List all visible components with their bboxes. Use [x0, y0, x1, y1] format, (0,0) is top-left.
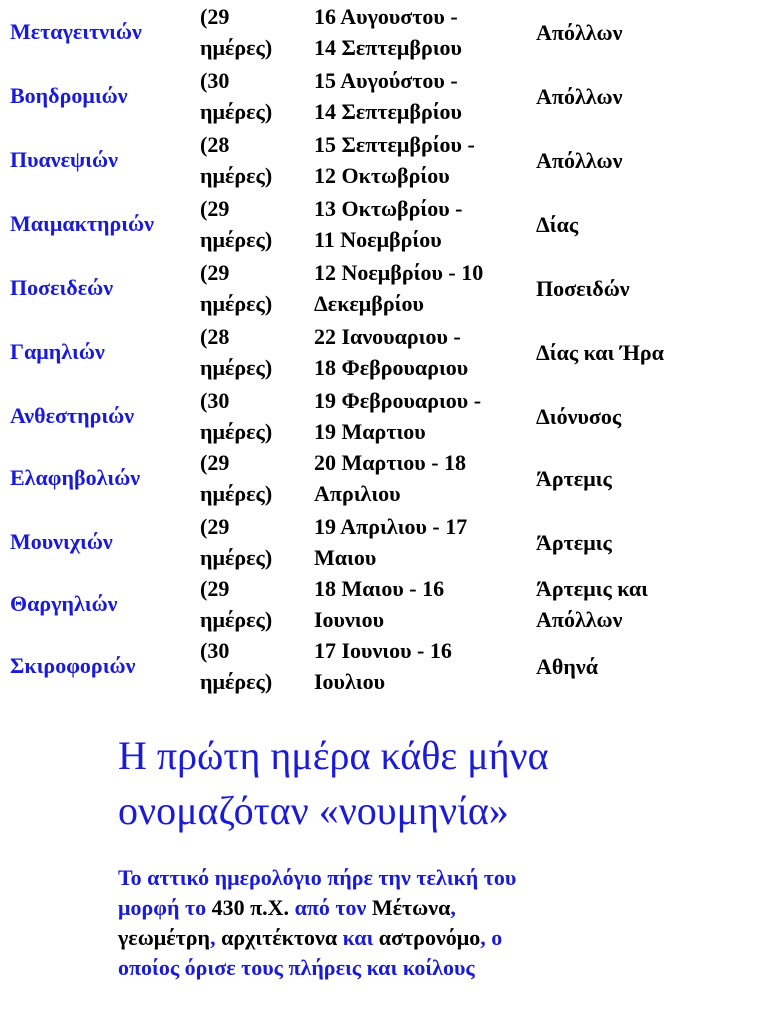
month-dates [314, 634, 536, 698]
month-deity [536, 256, 766, 320]
month-days-line: ημέρες) [200, 35, 273, 60]
month-days-line: ημέρες) [200, 669, 273, 694]
month-name: Ποσειδεών [10, 275, 114, 300]
month-row [0, 320, 768, 384]
month-dates [314, 572, 536, 636]
noumenia-heading [118, 728, 758, 838]
paragraph-text-run: μορφή το [118, 895, 212, 920]
month-row [0, 446, 768, 510]
month-days-line: (30 [200, 638, 230, 663]
month-dates [314, 384, 536, 448]
month-deity-line: Άρτεμις [536, 529, 612, 555]
month-dates-line: Δεκεμβρίου [314, 291, 424, 316]
month-row [0, 192, 768, 256]
paragraph-text-run: οποίος όρισε τους πλήρεις και κοίλους [118, 955, 475, 980]
month-days-line: (29 [200, 4, 230, 29]
month-days-line: ημέρες) [200, 227, 273, 252]
month-deity [536, 192, 766, 256]
month-dates [314, 128, 536, 192]
month-deity [536, 510, 766, 574]
calendar-paragraph [118, 863, 758, 983]
month-row [0, 128, 768, 192]
heading-line: ονομαζόταν «νουμηνία» [118, 788, 509, 833]
paragraph-text-run: Το αττικό ημερολόγιο πήρε την τελική του [118, 865, 517, 890]
month-dates-line: 13 Οκτωβρίου - [314, 196, 463, 221]
month-dates-line: 20 Μαρτιου - 18 [314, 450, 467, 475]
month-days-line: (29 [200, 260, 230, 285]
month-dates-line: 16 Αυγουστου - [314, 4, 458, 29]
month-deity-line: Απόλλων [536, 83, 623, 109]
month-dates-line: 12 Νοεμβρίου - 10 [314, 260, 484, 285]
month-days-line: (29 [200, 450, 230, 475]
month-days-line: ημέρες) [200, 355, 273, 380]
month-dates-line: 17 Ιουνιου - 16 [314, 638, 452, 663]
paragraph-line [118, 923, 758, 953]
month-dates-line: 12 Οκτωβρίου [314, 163, 450, 188]
paragraph-line [118, 893, 758, 923]
month-name: Ανθεστηριών [10, 403, 135, 428]
month-deity [536, 320, 766, 384]
month-days-line: (30 [200, 68, 230, 93]
month-dates-line: Ιουλιου [314, 669, 386, 694]
month-dates [314, 192, 536, 256]
paragraph-text-run: αστρονόμο [378, 925, 481, 950]
month-days [200, 192, 308, 256]
month-days [200, 64, 308, 128]
month-dates-line: 15 Αυγούστου - [314, 68, 458, 93]
paragraph-text-run: 430 π.Χ. [211, 895, 290, 920]
month-days-line: ημέρες) [200, 291, 273, 316]
month-name: Μαιμακτηριών [10, 211, 154, 236]
month-deity-line: Διόνυσος [536, 403, 622, 429]
month-days [200, 446, 308, 510]
month-days [200, 634, 308, 698]
month-days-line: (30 [200, 388, 230, 413]
month-row [0, 256, 768, 320]
month-name: Μουνιχιών [10, 529, 113, 554]
month-days [200, 510, 308, 574]
month-name: Θαργηλιών [10, 591, 118, 616]
month-dates [314, 0, 536, 64]
month-row [0, 384, 768, 448]
month-days-line: ημέρες) [200, 545, 273, 570]
month-days-line: (29 [200, 514, 230, 539]
month-days-line: (28 [200, 324, 230, 349]
month-days [200, 384, 308, 448]
month-name: Ελαφηβολιών [10, 465, 141, 490]
month-days [200, 572, 308, 636]
month-deity-line: Δίας και Ήρα [536, 339, 664, 365]
paragraph-text-run: , [210, 925, 222, 950]
paragraph-line [118, 953, 758, 983]
month-deity [536, 634, 766, 698]
month-deity [536, 64, 766, 128]
month-deity-line: Απόλλων [536, 147, 623, 173]
month-dates-line: 19 Απριλιου - 17 [314, 514, 468, 539]
month-dates [314, 256, 536, 320]
month-dates-line: 14 Σεπτεμβριου [314, 35, 462, 60]
month-deity-line: Ποσειδών [536, 275, 630, 301]
month-row [0, 572, 768, 636]
paragraph-text-run: από τον [289, 895, 372, 920]
month-dates-line: 19 Μαρτιου [314, 419, 426, 444]
month-dates [314, 446, 536, 510]
month-name: Σκιροφοριών [10, 653, 136, 678]
month-dates-line: Μαιου [314, 545, 377, 570]
month-dates [314, 510, 536, 574]
paragraph-text-run: , ο [480, 925, 503, 950]
month-days [200, 256, 308, 320]
month-dates-line: 15 Σεπτεμβρίου - [314, 132, 475, 157]
month-deity-line: Άρτεμις και [536, 576, 648, 601]
month-dates-line: Ιουνιου [314, 607, 385, 632]
month-dates [314, 320, 536, 384]
month-deity [536, 128, 766, 192]
month-dates-line: 22 Ιανουαριου - [314, 324, 461, 349]
month-deity [536, 0, 766, 64]
paragraph-text-run: αρχιτέκτονα [221, 925, 338, 950]
month-dates [314, 64, 536, 128]
month-days-line: (29 [200, 576, 230, 601]
month-days [200, 0, 308, 64]
month-deity [536, 572, 766, 636]
month-deity [536, 446, 766, 510]
month-name: Πυανεψιών [10, 147, 118, 172]
month-days-line: ημέρες) [200, 481, 273, 506]
month-name: Μεταγειτνιών [10, 19, 142, 44]
month-dates-line: 19 Φεβρουαριου - [314, 388, 482, 413]
paragraph-text-run: γεωμέτρη [118, 925, 211, 950]
paragraph-line [118, 863, 758, 893]
month-dates-line: 14 Σεπτεμβρίου [314, 99, 462, 124]
month-days [200, 320, 308, 384]
month-days-line: ημέρες) [200, 419, 273, 444]
month-dates-line: Απριλιου [314, 481, 401, 506]
month-deity-line: Άρτεμις [536, 465, 612, 491]
month-deity [536, 384, 766, 448]
month-deity-line: Απόλλων [536, 607, 623, 632]
month-deity-line: Απόλλων [536, 19, 623, 45]
month-days-line: ημέρες) [200, 99, 273, 124]
month-days-line: ημέρες) [200, 163, 273, 188]
month-row [0, 634, 768, 698]
month-deity-line: Δίας [536, 211, 579, 237]
month-name: Γαμηλιών [10, 339, 105, 364]
month-dates-line: 11 Νοεμβρίου [314, 227, 442, 252]
month-days-line: (29 [200, 196, 230, 221]
month-days-line: ημέρες) [200, 607, 273, 632]
paragraph-text-run: και [337, 925, 379, 950]
paragraph-text-run: , [450, 895, 456, 920]
month-dates-line: 18 Μαιου - 16 [314, 576, 445, 601]
month-deity-line: Αθηνά [536, 653, 598, 679]
heading-line: Η πρώτη ημέρα κάθε μήνα [118, 733, 549, 778]
month-row [0, 510, 768, 574]
month-dates-line: 18 Φεβρουαριου [314, 355, 469, 380]
month-row [0, 64, 768, 128]
paragraph-text-run: Μέτωνα [371, 895, 451, 920]
month-days [200, 128, 308, 192]
month-days-line: (28 [200, 132, 230, 157]
month-name: Βοηδρομιών [10, 83, 128, 108]
month-row [0, 0, 768, 64]
